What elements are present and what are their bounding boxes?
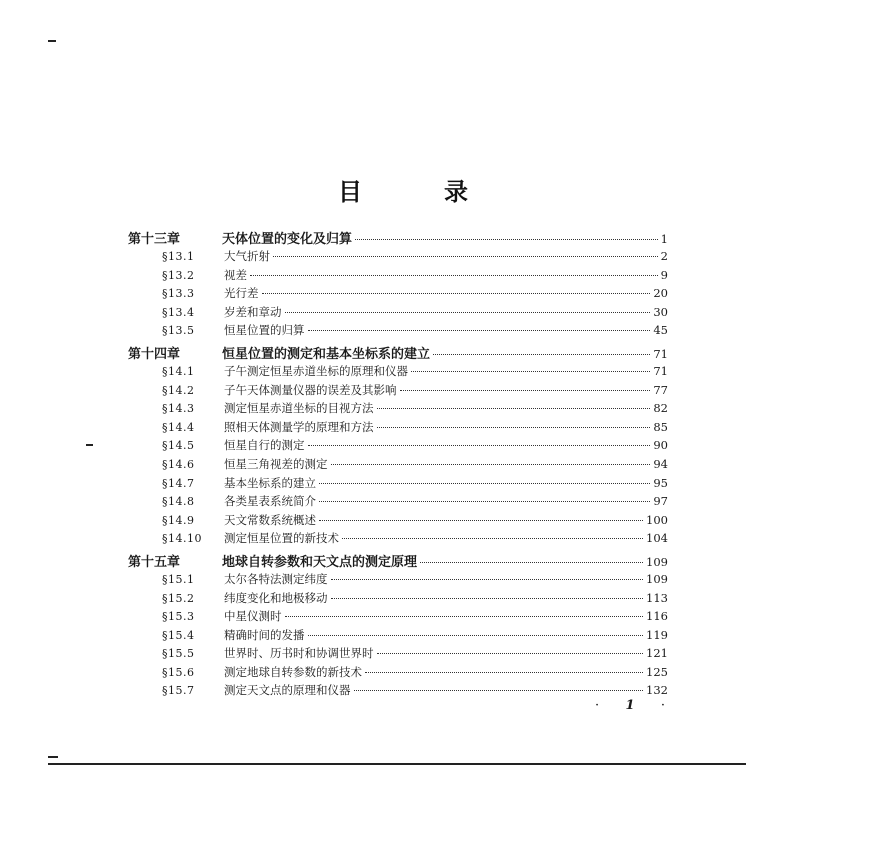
dot-leader — [365, 672, 643, 673]
section-title: 基本坐标系的建立 — [224, 475, 316, 490]
section-number: §13.5 — [162, 324, 195, 338]
dot-leader — [331, 598, 644, 599]
dot-leader — [285, 616, 644, 617]
section-entry[interactable] — [128, 400, 668, 419]
section-number: §15.7 — [162, 684, 195, 698]
page-number: 119 — [646, 627, 668, 642]
dot-leader — [331, 464, 651, 465]
section-title: 太尔各特法测定纬度 — [224, 571, 328, 586]
page-number: 1 — [660, 232, 668, 246]
folio-dot-left: · — [595, 698, 600, 713]
chapter-number: 第十三章 — [128, 232, 181, 247]
section-entry[interactable] — [128, 322, 668, 341]
section-title: 大气折射 — [224, 249, 270, 263]
section-number: §15.5 — [162, 647, 195, 661]
dot-leader — [411, 371, 650, 372]
dot-leader — [400, 390, 651, 391]
chapter-entry[interactable] — [128, 228, 668, 248]
page-number: 77 — [653, 382, 668, 397]
toc-heading-char-2: 录 — [444, 178, 468, 206]
page-number: 109 — [646, 554, 668, 569]
section-entry[interactable] — [128, 608, 668, 627]
dot-leader — [285, 312, 651, 313]
section-entry[interactable] — [128, 664, 668, 683]
page-number: 100 — [646, 512, 668, 527]
page-number: 71 — [653, 346, 668, 361]
section-number: §15.1 — [162, 572, 195, 586]
section-title: 测定地球自转参数的新技术 — [224, 664, 362, 679]
section-entry[interactable] — [128, 382, 668, 401]
page-number: 94 — [653, 456, 668, 471]
bottom-rule — [48, 763, 746, 765]
folio-dot-right: · — [660, 698, 665, 713]
page-number: 90 — [653, 438, 668, 453]
dot-leader — [377, 408, 651, 409]
section-title: 照相天体测量学的原理和方法 — [224, 419, 374, 434]
section-entry[interactable] — [128, 627, 668, 646]
section-number: §15.3 — [162, 610, 195, 624]
section-number: §14.2 — [162, 383, 195, 397]
page-number: 82 — [653, 401, 668, 416]
dot-leader — [308, 330, 651, 331]
section-entry[interactable] — [128, 530, 668, 549]
page-number: 30 — [653, 304, 668, 319]
scan-speck — [48, 756, 58, 758]
section-number: §14.7 — [162, 476, 195, 490]
section-entry[interactable] — [128, 512, 668, 531]
page-number: 45 — [653, 323, 668, 338]
dot-leader — [308, 445, 651, 446]
section-number: §14.8 — [162, 495, 195, 509]
section-entry[interactable] — [128, 590, 668, 609]
section-title: 测定恒星位置的新技术 — [224, 531, 339, 546]
page-number: 113 — [646, 590, 668, 605]
section-number: §14.9 — [162, 513, 195, 527]
section-number: §14.1 — [162, 364, 195, 378]
chapter-title: 恒星位置的测定和基本坐标系的建立 — [222, 346, 431, 362]
page-number: 9 — [660, 267, 668, 282]
section-title: 精确时间的发播 — [224, 627, 305, 642]
section-title: 子午天体测量仪器的误差及其影响 — [224, 382, 397, 397]
page-number: 71 — [653, 363, 668, 378]
section-title: 天文常数系统概述 — [224, 512, 316, 527]
section-entry[interactable] — [128, 363, 668, 382]
chapter-number: 第十四章 — [128, 346, 181, 362]
section-title: 中星仪测时 — [224, 609, 282, 624]
page-number: 97 — [653, 494, 668, 509]
chapter-entry[interactable] — [128, 551, 668, 571]
chapter-title: 天体位置的变化及归算 — [222, 232, 353, 247]
section-title: 测定天文点的原理和仪器 — [224, 683, 351, 698]
folio-number: 1 — [625, 698, 635, 713]
section-number: §15.4 — [162, 628, 195, 642]
section-entry[interactable] — [128, 571, 668, 590]
chapter-title: 地球自转参数和天文点的测定原理 — [222, 554, 418, 570]
section-title: 光行差 — [224, 286, 259, 301]
section-number: §14.6 — [162, 457, 195, 471]
dot-leader — [250, 275, 658, 276]
dot-leader — [319, 501, 650, 502]
dot-leader — [354, 690, 644, 691]
section-number: §14.10 — [162, 532, 202, 546]
dot-leader — [377, 653, 644, 654]
page-number: 104 — [646, 531, 668, 546]
page-number: 132 — [646, 683, 668, 698]
section-entry[interactable] — [128, 304, 668, 323]
scan-speck — [48, 40, 56, 42]
section-entry[interactable] — [128, 419, 668, 438]
dot-leader — [319, 520, 643, 521]
dot-leader — [273, 256, 658, 257]
toc-heading-char-1: 目 — [338, 178, 362, 206]
section-number: §14.3 — [162, 402, 195, 416]
page-folio — [595, 698, 665, 713]
section-title: 测定恒星赤道坐标的目视方法 — [224, 401, 374, 416]
chapter-entry[interactable] — [128, 343, 668, 363]
dot-leader — [319, 483, 650, 484]
page-number: 85 — [653, 419, 668, 434]
section-title: 世界时、历书时和协调世界时 — [224, 646, 374, 661]
page-number: 121 — [646, 646, 668, 661]
dot-leader — [377, 427, 651, 428]
page-number: 2 — [660, 249, 668, 263]
dot-leader — [420, 562, 643, 563]
toc-heading — [338, 172, 468, 207]
dot-leader — [331, 579, 644, 580]
section-title: 恒星位置的归算 — [224, 323, 305, 338]
dot-leader — [355, 239, 658, 240]
section-entry[interactable] — [128, 493, 668, 512]
chapter-number: 第十五章 — [128, 554, 181, 570]
section-entry[interactable] — [128, 645, 668, 664]
dot-leader — [342, 538, 643, 539]
page-number: 116 — [646, 609, 668, 624]
table-of-contents — [128, 226, 668, 701]
section-number: §13.3 — [162, 287, 195, 301]
section-title: 视差 — [224, 267, 247, 282]
section-number: §13.1 — [162, 250, 195, 263]
section-entry[interactable] — [128, 285, 668, 304]
section-number: §14.4 — [162, 420, 195, 434]
dot-leader — [262, 293, 651, 294]
page-number: 109 — [646, 571, 668, 586]
section-title: 各类星表系统简介 — [224, 494, 316, 509]
section-number: §13.2 — [162, 268, 195, 282]
section-number: §15.2 — [162, 591, 195, 605]
section-entry[interactable] — [128, 682, 668, 701]
section-entry[interactable] — [128, 248, 668, 267]
section-entry[interactable] — [128, 267, 668, 286]
section-title: 恒星自行的测定 — [224, 438, 305, 453]
section-title: 岁差和章动 — [224, 304, 282, 319]
section-title: 恒星三角视差的测定 — [224, 456, 328, 471]
dot-leader — [433, 354, 650, 355]
page-number: 20 — [653, 286, 668, 301]
section-title: 子午测定恒星赤道坐标的原理和仪器 — [224, 363, 408, 378]
section-entry[interactable] — [128, 475, 668, 494]
page-number: 125 — [646, 664, 668, 679]
section-title: 纬度变化和地极移动 — [224, 590, 328, 605]
dot-leader — [308, 635, 644, 636]
scan-speck — [86, 444, 93, 446]
section-number: §14.5 — [162, 439, 195, 453]
page-number: 95 — [653, 475, 668, 490]
section-number: §15.6 — [162, 665, 195, 679]
section-entry[interactable] — [128, 456, 668, 475]
section-entry[interactable] — [128, 437, 668, 456]
section-number: §13.4 — [162, 305, 195, 319]
